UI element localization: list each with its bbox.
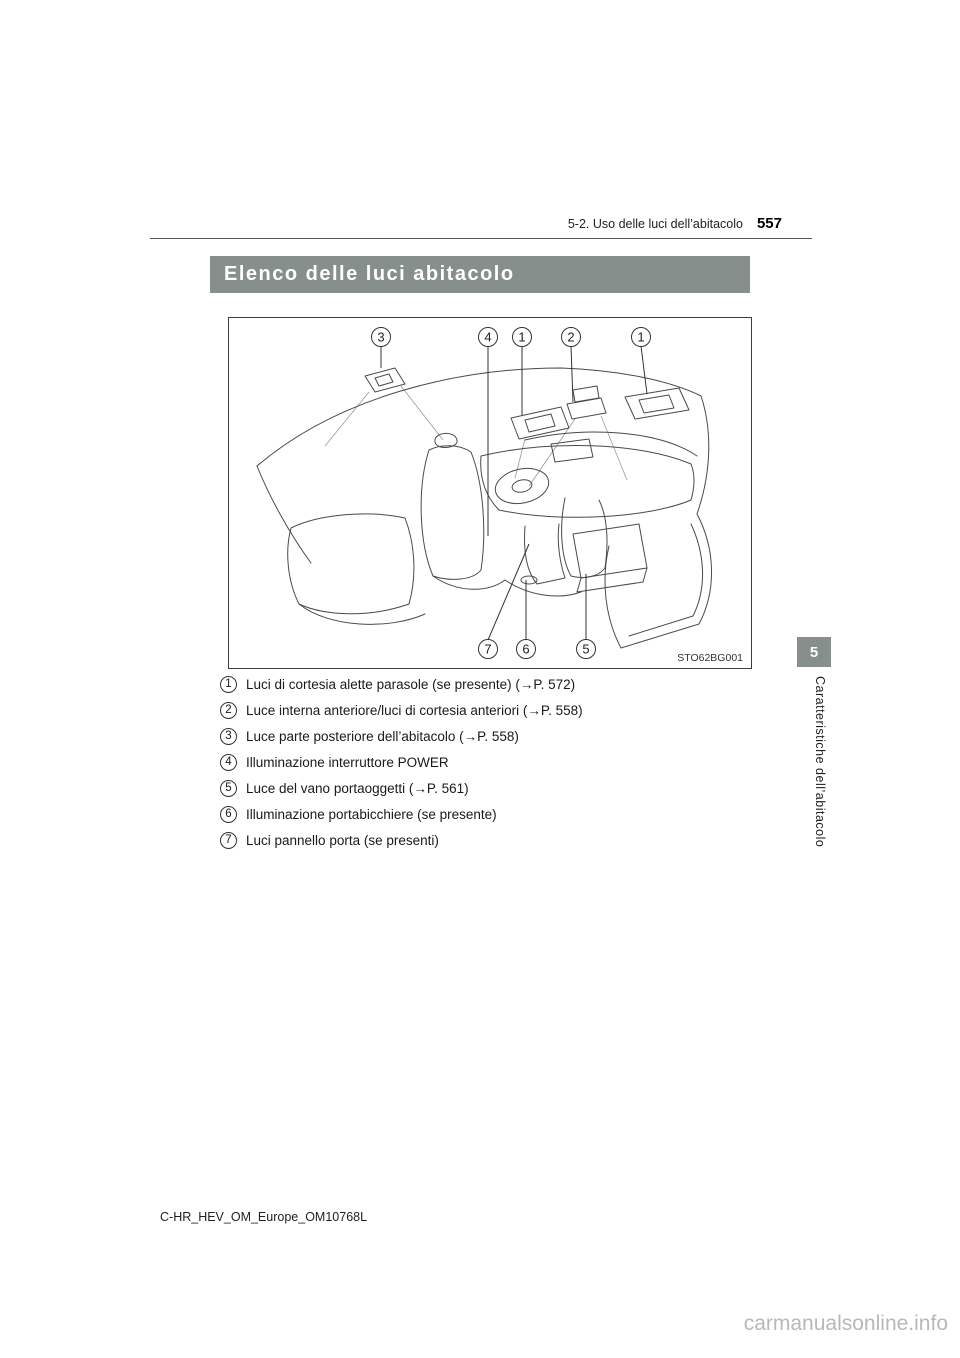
callout-number: 7 <box>220 832 237 849</box>
legend-item <box>220 728 800 745</box>
chapter-tab: 5 <box>797 637 831 667</box>
page-number: 557 <box>756 215 782 232</box>
callout-bottom-5 <box>577 640 596 659</box>
legend-text: Luci pannello porta (se presenti) <box>246 833 439 848</box>
section-header: 5-2. Uso delle luci dell’abitacolo <box>567 217 743 231</box>
legend-item <box>220 702 800 719</box>
legend-item <box>220 780 800 797</box>
figure-code: STO62BG001 <box>677 652 743 664</box>
legend-text: Luce del vano portaoggetti (→P. 561) <box>246 781 469 796</box>
legend-text: Luci di cortesia alette parasole (se presente) (→P. 572) <box>246 677 576 692</box>
legend-item <box>220 832 800 849</box>
callout-label: 4 <box>484 329 492 345</box>
header-divider <box>150 238 812 239</box>
legend-text: Luce interna anteriore/luci di cortesia anteriori (→P. 558) <box>246 703 583 718</box>
page-header <box>150 215 812 232</box>
callout-label: 1 <box>637 329 645 345</box>
legend-item <box>220 676 800 693</box>
car-interior-illustration <box>229 318 751 668</box>
legend-list <box>220 676 800 858</box>
footer-document-code: C-HR_HEV_OM_Europe_OM10768L <box>160 1210 368 1224</box>
callout-number: 5 <box>220 780 237 797</box>
callout-top-1a <box>513 328 532 347</box>
callout-label: 1 <box>518 329 526 345</box>
callout-top-1b <box>632 328 651 347</box>
legend-text: Illuminazione interruttore POWER <box>246 755 449 770</box>
legend-item <box>220 754 800 771</box>
callout-bottom-7 <box>479 640 498 659</box>
page-title: Elenco delle luci abitacolo <box>210 256 750 293</box>
callout-bottom-6 <box>517 640 536 659</box>
callout-number: 1 <box>220 676 237 693</box>
callout-top-4 <box>479 328 498 347</box>
chapter-side-label: Caratteristiche dell’abitacolo <box>813 676 827 848</box>
callout-label: 3 <box>377 329 385 345</box>
legend-item <box>220 806 800 823</box>
callout-leader-lines <box>381 346 647 640</box>
callout-top-3 <box>372 328 391 347</box>
legend-text: Luce parte posteriore dell’abitacolo (→P. 558) <box>246 729 519 744</box>
callout-top-2 <box>562 328 581 347</box>
light-fixtures <box>365 368 689 439</box>
watermark: carmanualsonline.info <box>743 1312 948 1335</box>
callout-number: 3 <box>220 728 237 745</box>
figure-box <box>228 317 752 669</box>
callout-label: 2 <box>567 329 575 345</box>
callout-label: 7 <box>484 641 492 657</box>
callout-label: 5 <box>582 641 590 657</box>
callout-number: 2 <box>220 702 237 719</box>
callout-label: 6 <box>522 641 530 657</box>
callout-number: 6 <box>220 806 237 823</box>
callout-number: 4 <box>220 754 237 771</box>
legend-text: Illuminazione portabicchiere (se presente) <box>246 807 497 822</box>
